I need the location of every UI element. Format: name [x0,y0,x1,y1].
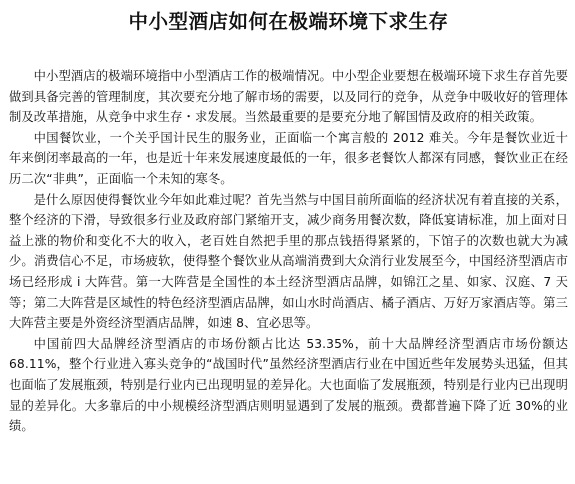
article-title: 中小型酒店如何在极端环境下求生存 [128,10,449,33]
paragraph-3: 是什么原因使得餐饮业今年如此难过呢？首先当然与中国目前所面临的经济状况有着直接的关系，整个经济的下滑，导致很多行业及政府部门紧缩开支，减少商务用餐次数，降低宴请标准，加上面对日益上涨的物价和变化不大的收入，老百姓自然把手里的那点钱捂得紧紧的，下馆子的次数也就大为减少。消费信心不足，市场疲软，使得整个餐饮业从高端消费到大众消行业发展至今，中国经济型酒店市场已经形成 i 大阵营。第一大阵营是全国性的本土经济型酒店品牌，如锦江之星、如家、汉庭、7 天等；第二大阵营是区域性的特色经济型酒店品牌，如山水时尚酒店、橘子酒店、万好万家酒店等。第三大阵营主要是外资经济型酒店品牌，如速 8、宜必思等。 [9,192,568,331]
paragraph-1: 中小型酒店的极端环境指中小型酒店工作的极端情况。中小型企业要想在极端环境下求生存首先要做到具备完善的管理制度，其次要充分地了解市场的需要，以及同行的竞争，从竞争中吸收好的管理体制及改革措施，从竞争中求生存・求发展。当然最重要的是要充分地了解国情及政府的相关政策。 [9,69,568,125]
paragraph-4: 中国前四大品牌经济型酒店的市场份额占比达 53.35%，前十大品牌经济型酒店市场份额达 68.11%，整个行业进入寡头竞争的“战国时代”虽然经济型酒店行业在中国近些年发展势头迅猛，但其也面临了发展瓶颈，特别是行业内已出现明显的差异化。大也面临了发展瓶颈，特别是行业内已出现明显的差异化。大多靠后的中小规模经济型酒店则明显遇到了发展的瓶颈。费都普遍下降了近 30%的业绩。 [9,336,568,434]
paragraph-2: 中国餐饮业，一个关乎国计民生的服务业，正面临一个寓言般的 2012 难关。今年是餐饮业近十年来倒闭率最高的一年，也是近十年来发展速度最低的一年，很多老餐饮人都深有同感，餐饮业正在经历二次“非典”，正面临一个未知的寒冬。 [9,130,568,186]
article-body [9,66,568,437]
